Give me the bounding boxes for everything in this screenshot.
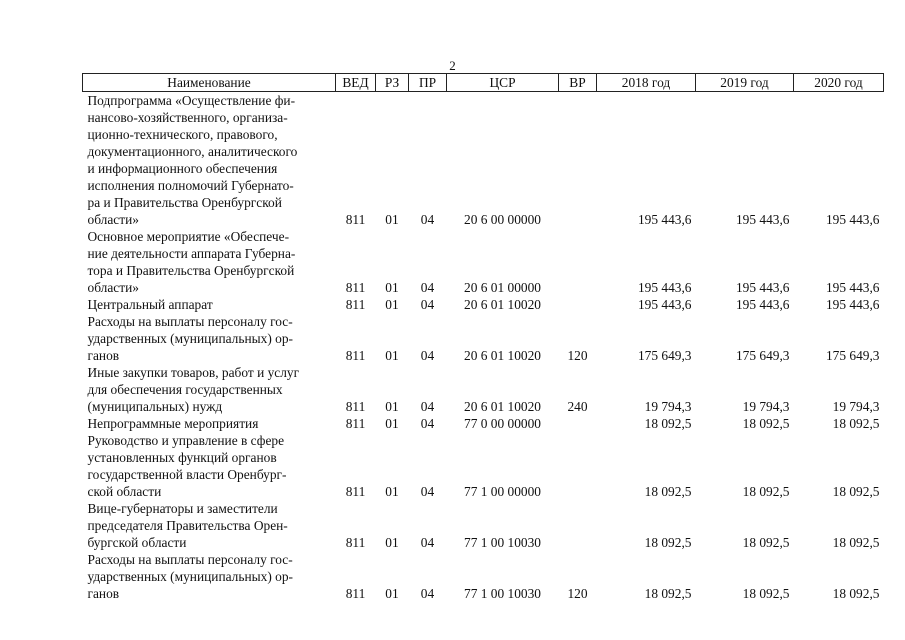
row-name-line: бургской области: [87, 535, 187, 550]
row-vr: [559, 296, 597, 313]
row-vr: [559, 228, 597, 296]
row-csr: 20 6 01 10020: [464, 399, 541, 414]
row-ved: 811: [345, 212, 366, 227]
row-pr: 04: [420, 484, 435, 499]
row-2018: 195 443,6: [637, 297, 692, 312]
page-number: 2: [449, 58, 456, 73]
row-rz: 01: [385, 348, 399, 363]
row-rz: 01: [385, 280, 399, 295]
header-rz: РЗ: [376, 74, 409, 92]
row-name-line: нансово-хозяйственного, организа-: [87, 110, 288, 125]
row-name-line: ра и Правительства Оренбургской: [87, 195, 282, 210]
row-name-line: (муниципальных) нужд: [87, 399, 223, 414]
row-csr: 77 1 00 10030: [464, 586, 541, 601]
row-pr: 04: [420, 416, 435, 431]
row-name-line: ционно-технического, правового,: [87, 127, 278, 142]
row-csr: 77 0 00 00000: [464, 416, 541, 431]
table-header-row: [83, 74, 884, 92]
row-name-line: Руководство и управление в сфере: [87, 433, 285, 448]
row-vr: [559, 432, 597, 500]
row-vr: 120: [567, 348, 588, 363]
row-name-line: ской области: [87, 484, 162, 499]
row-name: [83, 228, 336, 296]
row-2019: 175 649,3: [735, 348, 790, 363]
table-row: [83, 415, 884, 432]
row-name: [83, 551, 336, 602]
row-2018: 18 092,5: [644, 484, 692, 499]
row-name-line: ганов: [87, 586, 120, 601]
row-ved: 811: [345, 535, 366, 550]
row-name-line: Центральный аппарат: [87, 297, 213, 312]
row-csr: 77 1 00 00000: [464, 484, 541, 499]
row-2020: 195 443,6: [825, 212, 880, 227]
row-pr: 04: [420, 212, 435, 227]
row-rz: 01: [385, 399, 399, 414]
row-vr: [559, 415, 597, 432]
header-csr: ЦСР: [447, 74, 559, 92]
row-pr: 04: [420, 280, 435, 295]
table-row: [83, 364, 884, 415]
row-name-line: Подпрограмма «Осуществление фи-: [87, 93, 296, 108]
row-rz: 01: [385, 535, 399, 550]
row-rz: 01: [385, 586, 399, 601]
row-rz: 01: [385, 416, 399, 431]
table-row: [83, 313, 884, 364]
row-2019: 195 443,6: [735, 212, 790, 227]
row-name-line: Расходы на выплаты персоналу гос-: [87, 552, 293, 567]
row-2020: 195 443,6: [825, 280, 880, 295]
row-2020: 19 794,3: [832, 399, 880, 414]
row-name: [83, 313, 336, 364]
table-row: [83, 296, 884, 313]
row-2019: 19 794,3: [742, 399, 790, 414]
row-pr: 04: [420, 535, 435, 550]
row-vr: 240: [567, 399, 588, 414]
row-2019: 195 443,6: [735, 280, 790, 295]
row-2020: 18 092,5: [832, 586, 880, 601]
row-vr: 120: [567, 586, 588, 601]
table-row: [83, 92, 884, 229]
row-ved: 811: [345, 586, 366, 601]
row-name-line: области»: [87, 212, 139, 227]
row-ved: 811: [345, 399, 366, 414]
row-name-line: исполнения полномочий Губернато-: [87, 178, 294, 193]
header-name: Наименование: [83, 74, 336, 92]
row-name-line: ние деятельности аппарата Губерна-: [87, 246, 296, 261]
row-2019: 195 443,6: [735, 297, 790, 312]
row-name-line: Основное мероприятие «Обеспече-: [87, 229, 290, 244]
row-vr: [559, 92, 597, 229]
row-2020: 18 092,5: [832, 484, 880, 499]
row-ved: 811: [345, 416, 366, 431]
row-2019: 18 092,5: [742, 586, 790, 601]
row-csr: 20 6 01 00000: [464, 280, 541, 295]
table-row: [83, 500, 884, 551]
row-2018: 195 443,6: [637, 212, 692, 227]
row-vr: [559, 500, 597, 551]
row-ved: 811: [345, 348, 366, 363]
row-name: [83, 92, 336, 229]
row-name-line: и информационного обеспечения: [87, 161, 278, 176]
row-name: [83, 364, 336, 415]
header-ved: ВЕД: [336, 74, 376, 92]
row-pr: 04: [420, 348, 435, 363]
row-pr: 04: [420, 297, 435, 312]
row-csr: 20 6 01 10020: [464, 297, 541, 312]
header-2019: 2019 год: [696, 74, 794, 92]
row-name-line: Вице-губернаторы и заместители: [87, 501, 278, 516]
row-rz: 01: [385, 212, 399, 227]
row-name: [83, 415, 336, 432]
row-2018: 195 443,6: [637, 280, 692, 295]
header-pr: ПР: [409, 74, 447, 92]
row-name-line: установленных функций органов: [87, 450, 277, 465]
header-vr: ВР: [559, 74, 597, 92]
row-pr: 04: [420, 586, 435, 601]
table-body: [83, 92, 884, 603]
row-name-line: государственной власти Оренбург-: [87, 467, 287, 482]
table-row: [83, 551, 884, 602]
row-2019: 18 092,5: [742, 484, 790, 499]
table-row: [83, 432, 884, 500]
row-name-line: для обеспечения государственных: [87, 382, 283, 397]
row-rz: 01: [385, 297, 399, 312]
row-2018: 18 092,5: [644, 586, 692, 601]
row-2020: 18 092,5: [832, 416, 880, 431]
row-name-line: Непрограммные мероприятия: [87, 416, 259, 431]
table-row: [83, 228, 884, 296]
row-csr: 20 6 00 00000: [464, 212, 541, 227]
row-name-line: Расходы на выплаты персоналу гос-: [87, 314, 293, 329]
row-name: [83, 432, 336, 500]
row-csr: 77 1 00 10030: [464, 535, 541, 550]
row-ved: 811: [345, 484, 366, 499]
row-name-line: Иные закупки товаров, работ и услуг: [87, 365, 300, 380]
row-2018: 18 092,5: [644, 416, 692, 431]
row-name-line: тора и Правительства Оренбургской: [87, 263, 295, 278]
row-2018: 18 092,5: [644, 535, 692, 550]
row-ved: 811: [345, 280, 366, 295]
row-2019: 18 092,5: [742, 416, 790, 431]
row-csr: 20 6 01 10020: [464, 348, 541, 363]
row-pr: 04: [420, 399, 435, 414]
row-name: [83, 296, 336, 313]
row-name-line: области»: [87, 280, 139, 295]
row-2020: 18 092,5: [832, 535, 880, 550]
row-ved: 811: [345, 297, 366, 312]
row-name-line: председателя Правительства Орен-: [87, 518, 288, 533]
row-2018: 19 794,3: [644, 399, 692, 414]
row-name-line: ударственных (муниципальных) ор-: [87, 331, 293, 346]
row-rz: 01: [385, 484, 399, 499]
row-name-line: документационного, аналитического: [87, 144, 298, 159]
row-2019: 18 092,5: [742, 535, 790, 550]
row-2020: 195 443,6: [825, 297, 880, 312]
budget-table: [82, 73, 884, 602]
row-2018: 175 649,3: [637, 348, 692, 363]
header-2018: 2018 год: [597, 74, 696, 92]
row-name: [83, 500, 336, 551]
row-name-line: ударственных (муниципальных) ор-: [87, 569, 293, 584]
header-2020: 2020 год: [794, 74, 884, 92]
row-2020: 175 649,3: [825, 348, 880, 363]
row-name-line: ганов: [87, 348, 120, 363]
